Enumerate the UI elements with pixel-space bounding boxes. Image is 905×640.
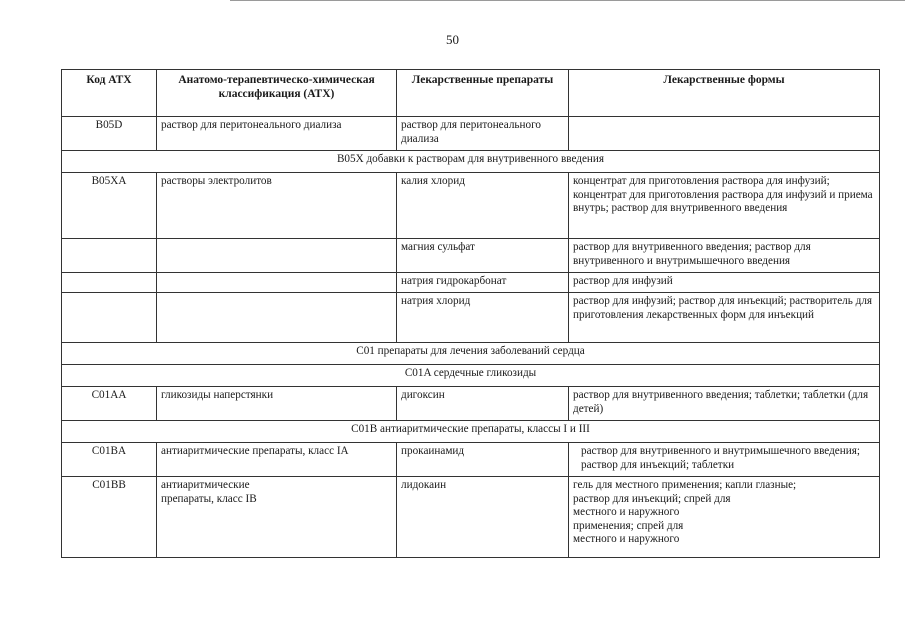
section-row — [62, 343, 880, 365]
cell-code — [62, 239, 157, 273]
cell-classification: гликозиды наперстянки — [157, 387, 397, 421]
cell-code: C01AA — [62, 387, 157, 421]
section-heading: C01B антиаритмические препараты, классы I и III — [62, 421, 880, 443]
section-heading: B05X добавки к растворам для внутривенного введения — [62, 151, 880, 173]
cell-classification — [157, 293, 397, 343]
section-row — [62, 365, 880, 387]
cell-drug: натрия гидрокарбонат — [397, 273, 569, 293]
cell-forms: раствор для внутривенного введения; таблетки; таблетки (для детей) — [569, 387, 880, 421]
cell-classification: растворы электролитов — [157, 173, 397, 239]
header-drugs: Лекарственные препараты — [397, 70, 569, 117]
atx-table — [61, 69, 880, 558]
cell-drug: натрия хлорид — [397, 293, 569, 343]
cell-classification: раствор для перитонеального диализа — [157, 117, 397, 151]
section-row — [62, 421, 880, 443]
table-row — [62, 117, 880, 151]
cell-drug: лидокаин — [397, 477, 569, 558]
header-classification: Анатомо-терапевтическо-химическая классификация (АТХ) — [157, 70, 397, 117]
cell-classification — [157, 273, 397, 293]
cell-code: B05XA — [62, 173, 157, 239]
section-heading: C01 препараты для лечения заболеваний сердца — [62, 343, 880, 365]
cell-drug: дигоксин — [397, 387, 569, 421]
table-row — [62, 387, 880, 421]
cell-forms — [569, 117, 880, 151]
header-forms: Лекарственные формы — [569, 70, 880, 117]
cell-code — [62, 273, 157, 293]
cell-forms: концентрат для приготовления раствора для инфузий; концентрат для приготовления раствора для инфузий и приема внутрь; раствор для внутривенного введения — [569, 173, 880, 239]
table-row — [62, 443, 880, 477]
cell-forms: раствор для внутривенного введения; раствор для внутривенного и внутримышечного введения — [569, 239, 880, 273]
header-row — [62, 70, 880, 117]
cell-classification: антиаритмические препараты, класс IB — [157, 477, 397, 558]
cell-drug: прокаинамид — [397, 443, 569, 477]
cell-classification — [157, 239, 397, 273]
section-row — [62, 151, 880, 173]
table-row — [62, 239, 880, 273]
cell-drug: калия хлорид — [397, 173, 569, 239]
section-heading: C01A сердечные гликозиды — [62, 365, 880, 387]
table-row — [62, 173, 880, 239]
cell-forms: раствор для внутривенного и внутримышечного введения; раствор для инъекций; таблетки — [569, 443, 880, 477]
table-row — [62, 273, 880, 293]
cell-drug: раствор для перитонеального диализа — [397, 117, 569, 151]
cell-forms: гель для местного применения; капли глазные; раствор для инъекций; спрей для местного и наружного применения; спрей для местного и наружного — [569, 477, 880, 558]
page-number: 50 — [446, 32, 459, 47]
cell-forms: раствор для инфузий — [569, 273, 880, 293]
table-row — [62, 293, 880, 343]
cell-code: C01BA — [62, 443, 157, 477]
cell-drug: магния сульфат — [397, 239, 569, 273]
cell-code: B05D — [62, 117, 157, 151]
cell-code: C01BB — [62, 477, 157, 558]
table-row — [62, 477, 880, 558]
header-code: Код АТХ — [62, 70, 157, 117]
cell-classification: антиаритмические препараты, класс IA — [157, 443, 397, 477]
top-rule — [230, 0, 905, 1]
cell-forms: раствор для инфузий; раствор для инъекций; растворитель для приготовления лекарственных форм для инъекций — [569, 293, 880, 343]
cell-code — [62, 293, 157, 343]
